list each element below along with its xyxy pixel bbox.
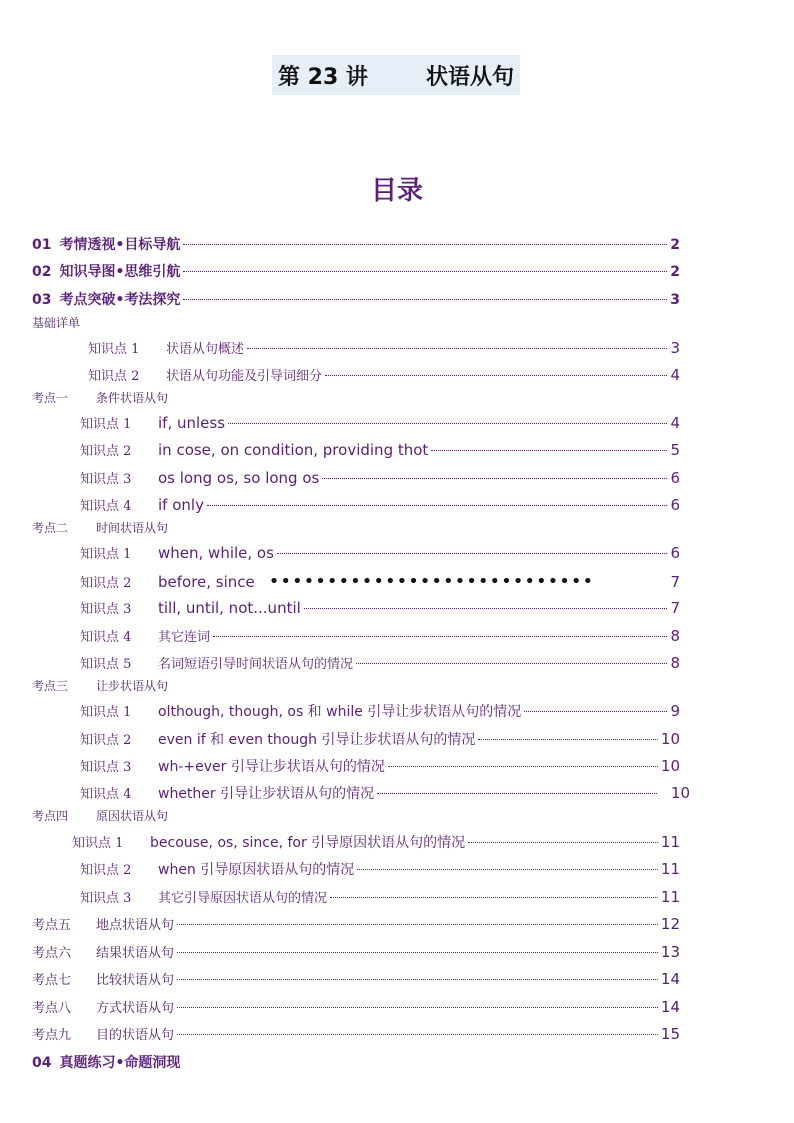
lecture-number: 第 23 讲 — [278, 64, 368, 90]
toc-item-label: olthough, though, os 和 while 引导让步状语从句的情况 — [158, 704, 522, 720]
dot-leader — [277, 553, 668, 554]
toc-item-page: 10 — [660, 757, 680, 775]
toc-item-time-4[interactable] — [80, 626, 680, 645]
dot-leader — [325, 375, 667, 376]
dot-leader — [228, 423, 667, 424]
toc-item-number: 知识点 2 — [80, 733, 132, 748]
dot-leader — [177, 924, 658, 925]
dot-leader — [207, 505, 668, 506]
toc-item-label: os long os, so long os — [158, 469, 320, 487]
toc-item-page: 5 — [670, 441, 680, 459]
dot-leader — [213, 636, 667, 637]
toc-section-number: 考点四 — [32, 809, 69, 823]
toc-item-number: 知识点 2 — [80, 576, 132, 591]
toc-item-label: when, while, os — [158, 544, 274, 562]
toc-item-time-5[interactable] — [80, 653, 680, 672]
toc-item-page: 10 — [660, 730, 680, 748]
toc-section-number: 考点二 — [32, 521, 69, 535]
toc-item-number: 知识点 4 — [80, 630, 132, 645]
toc-item-page: 6 — [670, 469, 680, 487]
toc-item-number: 知识点 1 — [80, 547, 132, 562]
toc-entry-label: 知识导图•思维引航 — [59, 264, 181, 280]
toc-item-number: 知识点 3 — [80, 472, 132, 487]
toc-item-page: 10 — [670, 784, 690, 802]
toc-item-number: 知识点 3 — [80, 760, 132, 775]
toc-item-page: 6 — [670, 496, 680, 514]
toc-section-label: 时间状语从句 — [96, 521, 169, 535]
toc-item-number: 知识点 2 — [80, 863, 132, 878]
toc-item-concession-3[interactable] — [80, 756, 680, 776]
toc-section-page: 13 — [660, 943, 680, 961]
toc-item-number: 知识点 4 — [80, 787, 132, 802]
toc-item-label: 名词短语引导时间状语从句的情况 — [158, 657, 354, 672]
toc-item-label: in cose, on condition, providing thot — [158, 441, 429, 459]
toc-item-condition-3[interactable] — [80, 468, 680, 487]
dot-leader — [183, 299, 667, 300]
toc-section-page: 14 — [660, 970, 680, 988]
toc-entry-number: 01 — [32, 237, 52, 253]
toc-item-page: 7 — [670, 599, 680, 617]
toc-item-label: if only — [158, 496, 204, 514]
toc-section-place[interactable] — [32, 914, 680, 933]
toc-section-page: 15 — [660, 1025, 680, 1043]
dot-leader — [177, 979, 658, 980]
toc-item-number: 知识点 1 — [72, 836, 124, 851]
toc-item-time-3[interactable] — [80, 598, 680, 617]
toc-entry-03[interactable] — [32, 289, 680, 309]
toc-item-label: when 引导原因状语从句的情况 — [158, 862, 355, 878]
toc-item-number: 知识点 1 — [80, 705, 132, 720]
toc-section-result[interactable] — [32, 942, 680, 961]
lecture-topic: 状语从句 — [425, 64, 514, 90]
toc-item-page: 9 — [670, 702, 680, 720]
toc-item-basics-1[interactable] — [88, 338, 680, 357]
bold-dot-leader: •••••••••••••••••••••••••••• — [268, 571, 595, 592]
toc-entry-page: 2 — [670, 237, 680, 253]
dot-leader — [468, 842, 658, 843]
toc-section-basics[interactable] — [32, 314, 680, 331]
toc-item-condition-2[interactable] — [80, 440, 680, 459]
toc-item-number: 知识点 1 — [88, 342, 140, 357]
toc-item-number: 知识点 1 — [80, 417, 132, 432]
toc-item-concession-4[interactable] — [80, 783, 690, 803]
toc-entry-label: 考点突破•考法探究 — [59, 292, 181, 308]
dot-leader — [431, 450, 667, 451]
dot-leader — [177, 1007, 658, 1008]
toc-section-label: 条件状语从句 — [96, 391, 169, 405]
dot-leader — [388, 766, 658, 767]
toc-section-label: 结果状语从句 — [96, 946, 175, 961]
toc-entry-page: 3 — [670, 292, 680, 308]
toc-item-number: 知识点 5 — [80, 657, 132, 672]
dot-leader — [322, 478, 667, 479]
toc-item-number: 知识点 3 — [80, 602, 132, 617]
dot-leader — [304, 608, 668, 609]
toc-item-cause-1[interactable] — [72, 832, 680, 852]
toc-item-page: 3 — [670, 339, 680, 357]
toc-entry-02[interactable] — [32, 261, 680, 281]
toc-item-page: 11 — [660, 833, 680, 851]
dot-leader — [377, 793, 657, 794]
toc-item-concession-1[interactable] — [80, 701, 680, 721]
toc-item-cause-2[interactable] — [80, 859, 680, 879]
toc-entry-number: 04 — [32, 1055, 52, 1071]
toc-section-label: 让步状语从句 — [96, 679, 169, 693]
toc-item-page: 11 — [660, 888, 680, 906]
toc-item-cause-3[interactable] — [80, 887, 680, 906]
dot-leader — [177, 1034, 658, 1035]
toc-item-label: 其它连词 — [158, 630, 211, 645]
toc-section-number: 考点九 — [32, 1028, 72, 1043]
toc-item-page: 8 — [670, 654, 680, 672]
dot-leader — [177, 952, 658, 953]
toc-item-time-1[interactable] — [80, 543, 680, 562]
toc-section-concession[interactable] — [32, 677, 680, 694]
toc-item-label: before, since — [158, 573, 255, 591]
dot-leader — [524, 711, 667, 712]
toc-item-page: 11 — [660, 860, 680, 878]
toc-entry-number: 03 — [32, 292, 52, 308]
toc-heading: 目录 — [370, 176, 423, 206]
toc-section-number: 考点三 — [32, 679, 69, 693]
toc-item-page: 4 — [670, 366, 680, 384]
toc-section-purpose[interactable] — [32, 1024, 680, 1043]
toc-item-label: wh-+ever 引导让步状语从句的情况 — [158, 759, 385, 775]
toc-entry-page: 2 — [670, 264, 680, 280]
dot-leader — [183, 244, 667, 245]
toc-section-condition[interactable] — [32, 389, 680, 406]
toc-section-label: 比较状语从句 — [96, 973, 175, 988]
dot-leader — [478, 739, 658, 740]
toc-section-manner[interactable] — [32, 997, 680, 1016]
toc-entry-04[interactable] — [32, 1052, 680, 1072]
toc-item-number: 知识点 2 — [88, 369, 140, 384]
toc-entry-label: 考情透视•目标导航 — [59, 237, 181, 253]
toc-item-page: 4 — [670, 414, 680, 432]
dot-leader — [183, 271, 667, 272]
toc-item-condition-4[interactable] — [80, 495, 680, 514]
toc-section-label: 原因状语从句 — [96, 809, 169, 823]
toc-item-basics-2[interactable] — [88, 365, 680, 384]
toc-section-cause[interactable] — [32, 807, 680, 824]
toc-item-number: 知识点 3 — [80, 891, 132, 906]
toc-section-number: 考点八 — [32, 1001, 72, 1016]
toc-item-label: 其它引导原因状语从句的情况 — [158, 891, 328, 906]
dot-leader — [356, 663, 667, 664]
toc-section-label: 地点状语从句 — [96, 918, 175, 933]
toc-section-label: 目的状语从句 — [96, 1028, 175, 1043]
toc-section-number: 考点一 — [32, 391, 69, 405]
toc-entry-number: 02 — [32, 264, 52, 280]
lecture-title — [272, 55, 520, 95]
toc-item-label: even if 和 even though 引导让步状语从句的情况 — [158, 732, 476, 748]
toc-section-page: 12 — [660, 915, 680, 933]
toc-section-comparison[interactable] — [32, 969, 680, 988]
toc-item-page: 7 — [670, 573, 680, 591]
toc-section-time[interactable] — [32, 519, 680, 536]
toc-item-page: 6 — [670, 544, 680, 562]
toc-item-page: 8 — [670, 627, 680, 645]
toc-section-label: 基础详单 — [32, 316, 81, 330]
toc-section-number: 考点六 — [32, 946, 72, 961]
dot-leader — [330, 897, 658, 898]
toc-item-label: 状语从句概述 — [166, 342, 245, 357]
toc-entry-01[interactable] — [32, 234, 680, 254]
toc-section-label: 方式状语从句 — [96, 1001, 175, 1016]
toc-item-label: becouse, os, since, for 引导原因状语从句的情况 — [150, 835, 466, 851]
toc-section-page: 14 — [660, 998, 680, 1016]
toc-item-number: 知识点 2 — [80, 444, 132, 459]
toc-section-number: 考点五 — [32, 918, 72, 933]
toc-item-label: if, unless — [158, 414, 226, 432]
toc-item-label: 状语从句功能及引导词细分 — [166, 369, 323, 384]
toc-item-label: whether 引导让步状语从句的情况 — [158, 786, 375, 802]
toc-entry-label: 真题练习•命题洞现 — [59, 1055, 181, 1071]
toc-item-condition-1[interactable] — [80, 413, 680, 432]
toc-item-time-2[interactable] — [80, 571, 680, 592]
dot-leader — [247, 348, 667, 349]
dot-leader — [357, 869, 658, 870]
toc-item-concession-2[interactable] — [80, 729, 680, 749]
toc-item-number: 知识点 4 — [80, 499, 132, 514]
toc-section-number: 考点七 — [32, 973, 72, 988]
toc-item-label: till, until, not...until — [158, 599, 301, 617]
